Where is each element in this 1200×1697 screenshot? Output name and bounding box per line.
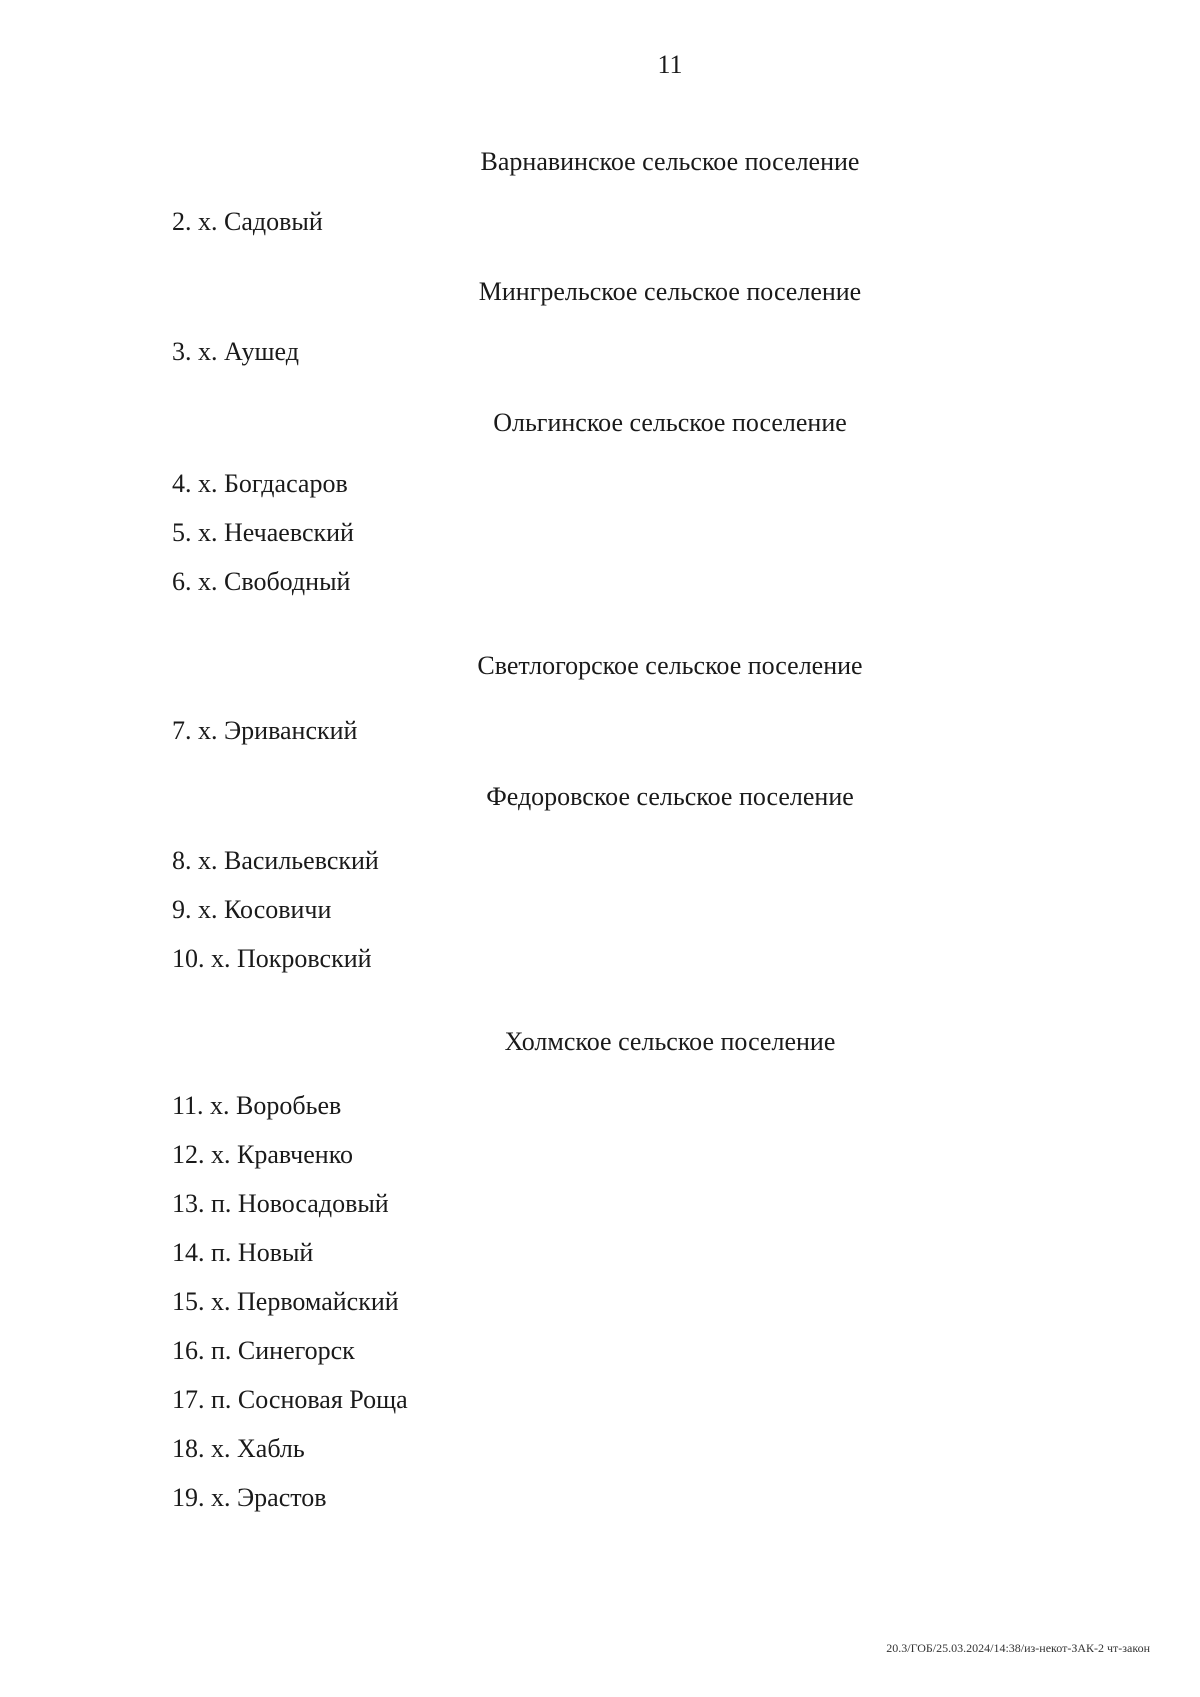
list-item: 5. х. Нечаевский xyxy=(172,518,354,547)
list-item: 10. х. Покровский xyxy=(172,944,372,973)
list-item: 6. х. Свободный xyxy=(172,567,351,596)
section-heading: Варнавинское сельское поселение xyxy=(480,147,860,176)
section-heading: Холмское сельское поселение xyxy=(504,1027,836,1056)
section-heading: Федоровское сельское поселение xyxy=(486,782,854,811)
list-item: 13. п. Новосадовый xyxy=(172,1189,389,1218)
list-item: 15. х. Первомайский xyxy=(172,1287,399,1316)
list-item: 3. х. Аушед xyxy=(172,337,299,366)
document-stamp: 20.3/ГОБ/25.03.2024/14:38/из-некот-ЗАК-2 чт-закон xyxy=(886,1641,1150,1655)
list-item: 4. х. Богдасаров xyxy=(172,469,348,498)
list-item: 2. х. Садовый xyxy=(172,207,323,236)
page-number: 11 xyxy=(657,50,683,79)
list-item: 17. п. Сосновая Роща xyxy=(172,1385,408,1414)
list-item: 18. х. Хабль xyxy=(172,1434,305,1463)
list-item: 9. х. Косовичи xyxy=(172,895,332,924)
section-heading: Ольгинское сельское поселение xyxy=(493,408,847,437)
list-item: 14. п. Новый xyxy=(172,1238,314,1267)
list-item: 8. х. Васильевский xyxy=(172,846,379,875)
section-heading: Мингрельское сельское поселение xyxy=(478,277,862,306)
list-item: 19. х. Эрастов xyxy=(172,1483,327,1512)
list-item: 11. х. Воробьев xyxy=(172,1091,342,1120)
list-item: 16. п. Синегорск xyxy=(172,1336,355,1365)
section-heading: Светлогорское сельское поселение xyxy=(477,651,863,680)
list-item: 7. х. Эриванский xyxy=(172,716,358,745)
list-item: 12. х. Кравченко xyxy=(172,1140,354,1169)
